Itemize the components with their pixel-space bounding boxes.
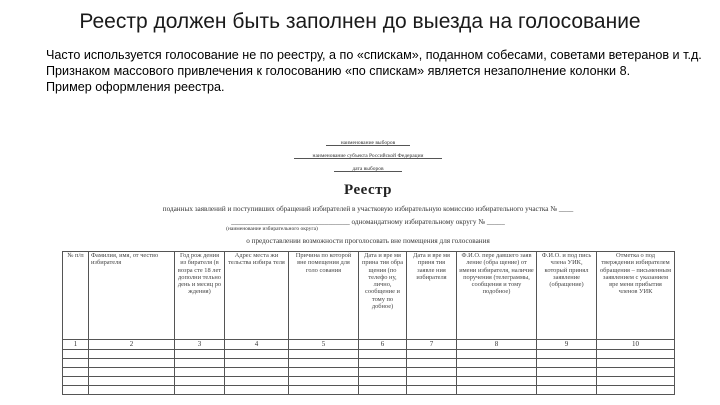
table-cell xyxy=(89,350,175,359)
column-number: 10 xyxy=(597,340,675,350)
doc-subtitle-district: _________________________________ одномандатному избирательному округу № _____ xyxy=(231,218,505,226)
table-cell xyxy=(537,368,597,377)
table-cell xyxy=(407,359,457,368)
doc-header-region: наименование субъекта Российской Федерации xyxy=(312,153,424,159)
table-row xyxy=(63,359,675,368)
table-cell xyxy=(457,359,537,368)
slide-body xyxy=(46,47,706,95)
table-cell xyxy=(89,377,175,386)
table-row xyxy=(63,368,675,377)
doc-title: Реестр xyxy=(343,182,392,198)
table-cell xyxy=(597,368,675,377)
table-cell xyxy=(225,386,289,395)
example-caption: Пример оформления реестра. xyxy=(46,80,225,94)
column-header: Дата и вре мя прина тия обра щения (по телефо ну, лично, сообщение и тому по добное) xyxy=(359,252,407,340)
table-cell xyxy=(289,350,359,359)
table-cell xyxy=(537,386,597,395)
table-cell xyxy=(457,377,537,386)
column-header: Отметка о под тверждении избирателем обращения – письменным заявлением с указанием вре мени прибытия членов УИК xyxy=(597,252,675,340)
column-number: 3 xyxy=(175,340,225,350)
column-number: 8 xyxy=(457,340,537,350)
column-header: Фамилия, имя, от чество избирателя xyxy=(89,252,175,340)
table-cell xyxy=(537,359,597,368)
table-cell xyxy=(537,377,597,386)
table-cell xyxy=(63,386,89,395)
table-cell xyxy=(63,368,89,377)
column-number: 6 xyxy=(359,340,407,350)
table-cell xyxy=(63,359,89,368)
table-cell xyxy=(597,377,675,386)
table-cell xyxy=(407,368,457,377)
table-cell xyxy=(89,386,175,395)
column-header: Ф.И.О. и под пись члена УИК, который принял заявление (обращение) xyxy=(537,252,597,340)
table-row xyxy=(63,350,675,359)
table-cell xyxy=(289,368,359,377)
table-cell xyxy=(175,386,225,395)
table-cell xyxy=(289,377,359,386)
table-cell xyxy=(457,368,537,377)
doc-subtitle-purpose: о предоставлении возможности проголосовать вне помещения для голосования xyxy=(246,237,490,245)
column-number: 2 xyxy=(89,340,175,350)
column-number: 1 xyxy=(63,340,89,350)
doc-header-date: дата выборов xyxy=(352,166,384,172)
column-header: Дата и вре мя приня тия заявле ния избирателя xyxy=(407,252,457,340)
table-cell xyxy=(359,359,407,368)
table-cell xyxy=(457,386,537,395)
registry-document-image xyxy=(62,134,674,402)
registry-table xyxy=(62,251,675,395)
table-cell xyxy=(63,350,89,359)
table-cell xyxy=(63,377,89,386)
column-number: 7 xyxy=(407,340,457,350)
explanation-paragraph: Часто используется голосование не по реестру, а по «спискам», поданном собесами, советами ветеранов и т.д. Признаком массового привлечения к голосованию «по спискам» является незаполнение колонки 8. xyxy=(46,48,702,78)
table-cell xyxy=(407,350,457,359)
table-cell xyxy=(359,368,407,377)
table-cell xyxy=(289,386,359,395)
column-header: Год рож дения из бирателя (в возра сте 18 лет дополни тельно день и месяц ро ждения) xyxy=(175,252,225,340)
column-header: Ф.И.О. пере давшего заяв ление (обра щение) от имени избирателя, наличие поручения (телеграммы, сообщения и тому подобное) xyxy=(457,252,537,340)
slide-title: Реестр должен быть заполнен до выезда на голосование xyxy=(79,10,641,33)
column-number: 5 xyxy=(289,340,359,350)
registry-header-row xyxy=(63,252,675,340)
table-cell xyxy=(89,359,175,368)
doc-district-caption: (наименование избирательного округа) xyxy=(226,226,318,232)
table-cell xyxy=(597,350,675,359)
table-cell xyxy=(457,350,537,359)
column-header: Адрес места жи тельства избира теля xyxy=(225,252,289,340)
column-number: 9 xyxy=(537,340,597,350)
table-cell xyxy=(89,368,175,377)
column-header: Причина по которой вне помещения для голо сования xyxy=(289,252,359,340)
table-row xyxy=(63,377,675,386)
table-cell xyxy=(537,350,597,359)
table-cell xyxy=(175,368,225,377)
table-cell xyxy=(225,377,289,386)
table-cell xyxy=(359,377,407,386)
table-cell xyxy=(225,350,289,359)
column-number-row xyxy=(63,340,675,350)
table-row xyxy=(63,386,675,395)
doc-subtitle-commission: поданных заявлений и поступивших обращений избирателей в участковую избирательную комиссию избирательного участка № ____ xyxy=(162,205,574,213)
table-cell xyxy=(225,368,289,377)
table-cell xyxy=(175,377,225,386)
table-cell xyxy=(175,359,225,368)
table-cell xyxy=(225,359,289,368)
table-cell xyxy=(597,359,675,368)
table-cell xyxy=(597,386,675,395)
table-cell xyxy=(407,377,457,386)
column-header: № п/п xyxy=(63,252,89,340)
column-number: 4 xyxy=(225,340,289,350)
table-cell xyxy=(175,350,225,359)
table-cell xyxy=(407,386,457,395)
table-cell xyxy=(289,359,359,368)
doc-header-election: наименование выборов xyxy=(340,140,396,146)
table-cell xyxy=(359,386,407,395)
table-cell xyxy=(359,350,407,359)
